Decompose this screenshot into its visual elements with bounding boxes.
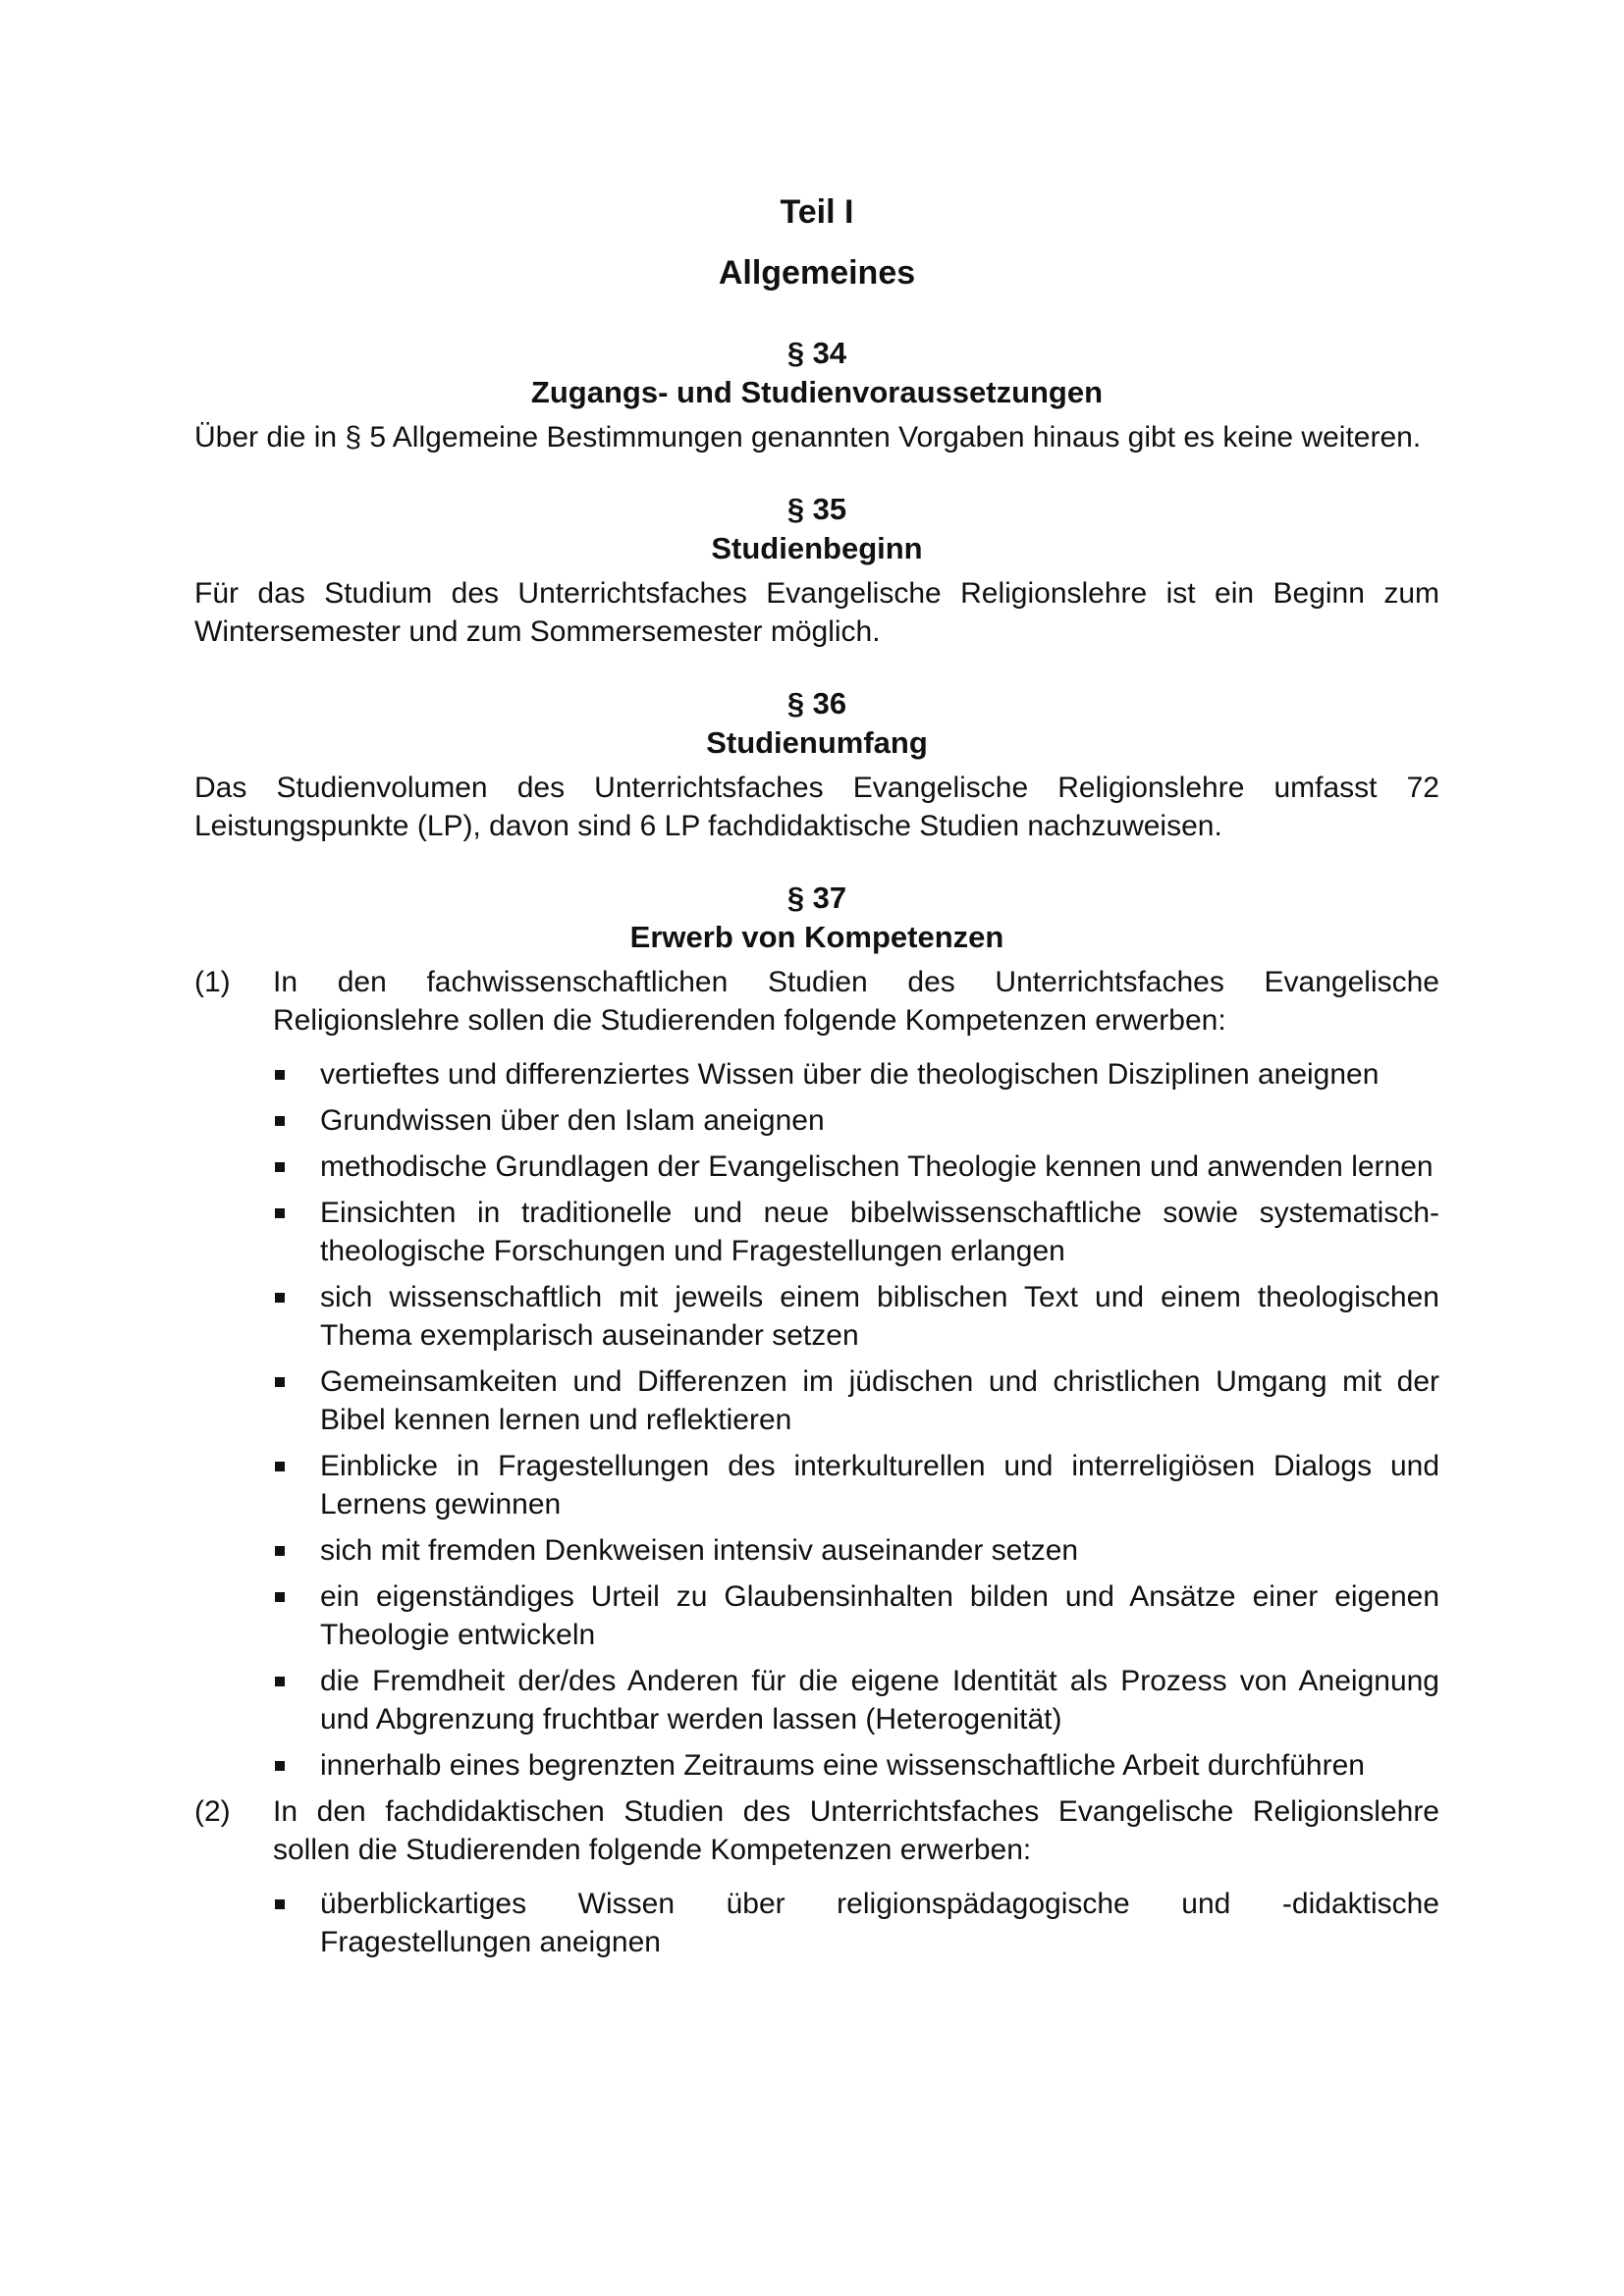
section-36: [194, 684, 1439, 845]
list-item: [273, 1101, 1439, 1140]
section-number: § 34: [786, 336, 847, 370]
paragraph-text: In den fachdidaktischen Studien des Unterrichtsfaches Evangelische Religionslehre sollen die Studierenden folgende Kompetenzen erwerben:: [273, 1795, 1439, 1866]
list-item-text: sich wissenschaftlich mit jeweils einem biblischen Text und einem theologischen Thema exemplarisch auseinander setzen: [320, 1281, 1439, 1352]
section-title: Studienbeginn: [711, 531, 923, 565]
paragraph-text: In den fachwissenschaftlichen Studien des Unterrichtsfaches Evangelische Religionslehre sollen die Studierenden folgende Kompetenzen erwerben:: [273, 966, 1439, 1037]
list-item: [273, 1447, 1439, 1523]
list-item-text: ein eigenständiges Urteil zu Glaubensinhalten bilden und Ansätze einer eigenen Theologie entwickeln: [320, 1580, 1439, 1651]
list-item: [273, 1531, 1439, 1570]
list-item: [273, 1362, 1439, 1439]
square-bullet-icon: [273, 1278, 320, 1355]
section-title: Studienumfang: [706, 725, 928, 760]
square-bullet-icon: [273, 1531, 320, 1570]
square-bullet-icon: [273, 1148, 320, 1186]
list-item: [273, 1662, 1439, 1738]
square-bullet-icon: [273, 1662, 320, 1738]
section-title: Erwerb von Kompetenzen: [629, 920, 1004, 954]
list-item-text: die Fremdheit der/des Anderen für die eigene Identität als Prozess von Aneignung und Abgrenzung fruchtbar werden lassen (Heterogenität): [320, 1665, 1439, 1735]
section-text: Für das Studium des Unterrichtsfaches Evangelische Religionslehre ist ein Beginn zum Wintersemester und zum Sommersemester möglich.: [194, 577, 1439, 648]
list-item: [273, 1746, 1439, 1785]
list-item: [273, 1148, 1439, 1186]
square-bullet-icon: [273, 1447, 320, 1523]
list-item: [273, 1194, 1439, 1270]
document-content: [194, 192, 1439, 1969]
section-title: Zugangs- und Studienvoraussetzungen: [530, 375, 1104, 409]
section-number: § 37: [786, 881, 847, 915]
list-item-text: Grundwissen über den Islam aneignen: [320, 1104, 825, 1137]
square-bullet-icon: [273, 1362, 320, 1439]
competence-list-2: [194, 1885, 1439, 1961]
square-bullet-icon: [273, 1746, 320, 1785]
competence-list-1: [194, 1055, 1439, 1785]
list-item-text: überblickartiges Wissen über religionspädagogische und -didaktische Fragestellungen aneignen: [320, 1888, 1439, 1958]
list-item: [273, 1278, 1439, 1355]
list-item: [273, 1885, 1439, 1961]
list-item: [273, 1055, 1439, 1094]
numbered-paragraph-2: [194, 1792, 1439, 1869]
list-item-text: vertieftes und differenziertes Wissen über die theologischen Disziplinen aneignen: [320, 1058, 1380, 1091]
list-item-text: innerhalb eines begrenzten Zeitraums eine wissenschaftliche Arbeit durchführen: [320, 1749, 1365, 1782]
section-34: [194, 334, 1439, 456]
section-text: Das Studienvolumen des Unterrichtsfaches Evangelische Religionslehre umfasst 72 Leistungspunkte (LP), davon sind 6 LP fachdidaktische Studien nachzuweisen.: [194, 772, 1439, 842]
list-item-text: Einblicke in Fragestellungen des interkulturellen und interreligiösen Dialogs und Lernens gewinnen: [320, 1450, 1439, 1521]
square-bullet-icon: [273, 1055, 320, 1094]
numbered-paragraph-1: [194, 963, 1439, 1040]
section-35: [194, 490, 1439, 651]
list-item-text: methodische Grundlagen der Evangelischen Theologie kennen und anwenden lernen: [320, 1150, 1434, 1183]
square-bullet-icon: [273, 1577, 320, 1654]
section-37: [194, 879, 1439, 1961]
paragraph-number: (1): [194, 966, 231, 998]
section-text: Über die in § 5 Allgemeine Bestimmungen genannten Vorgaben hinaus gibt es keine weiteren.: [194, 421, 1422, 454]
section-number: § 36: [786, 686, 847, 721]
section-number: § 35: [786, 492, 847, 526]
list-item-text: Einsichten in traditionelle und neue bibelwissenschaftliche sowie systematisch-theologische Forschungen und Fragestellungen erlangen: [320, 1197, 1439, 1267]
list-item: [273, 1577, 1439, 1654]
paragraph-number: (2): [194, 1795, 231, 1828]
list-item-text: Gemeinsamkeiten und Differenzen im jüdischen und christlichen Umgang mit der Bibel kennen lernen und reflektieren: [320, 1365, 1439, 1436]
square-bullet-icon: [273, 1101, 320, 1140]
list-item-text: sich mit fremden Denkweisen intensiv auseinander setzen: [320, 1534, 1079, 1567]
part-title: Allgemeines: [718, 254, 916, 292]
square-bullet-icon: [273, 1885, 320, 1961]
part-number: Teil I: [780, 193, 854, 231]
square-bullet-icon: [273, 1194, 320, 1270]
